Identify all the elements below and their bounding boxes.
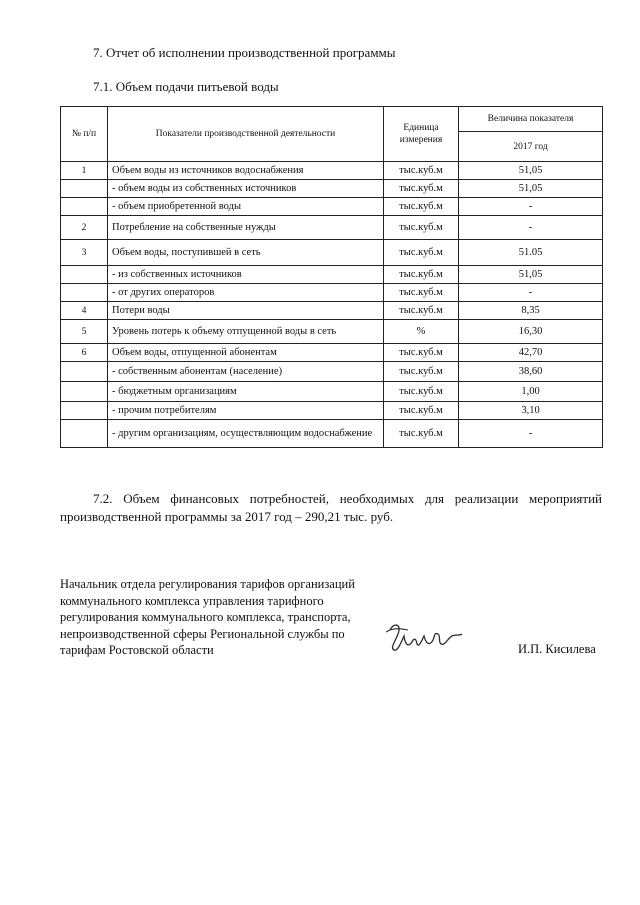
header-unit: Единица измерения [384, 107, 459, 162]
row-num [61, 420, 108, 448]
row-value: 51,05 [459, 180, 603, 198]
row-num: 3 [61, 240, 108, 266]
header-year: 2017 год [459, 132, 603, 162]
row-indicator: - собственным абонентам (население) [108, 362, 384, 382]
row-indicator: - объем приобретенной воды [108, 198, 384, 216]
header-value-group: Величина показателя [459, 107, 603, 132]
row-indicator: - из собственных источников [108, 266, 384, 284]
row-num: 1 [61, 162, 108, 180]
row-indicator: - бюджетным организациям [108, 382, 384, 402]
row-unit: тыс.куб.м [384, 198, 459, 216]
table-row [61, 216, 603, 240]
row-unit: тыс.куб.м [384, 284, 459, 302]
financial-needs-paragraph: 7.2. Объем финансовых потребностей, необходимых для реализации мероприятий производственной программы за 2017 год – 290,21 тыс. руб. [60, 491, 602, 524]
header-num: № п/п [61, 107, 108, 162]
table-row [61, 162, 603, 180]
row-unit: тыс.куб.м [384, 344, 459, 362]
table-row [61, 284, 603, 302]
row-value: 3,10 [459, 402, 603, 420]
row-unit: тыс.куб.м [384, 420, 459, 448]
row-value: - [459, 284, 603, 302]
row-value: 42,70 [459, 344, 603, 362]
section-heading: 7. Отчет об исполнении производственной программы [93, 45, 396, 60]
row-indicator: - от других операторов [108, 284, 384, 302]
row-indicator: Уровень потерь к объему отпущенной воды в сеть [108, 320, 384, 344]
table-row [61, 266, 603, 284]
row-indicator: - другим организациям, осуществляющим водоснабжение [108, 420, 384, 448]
row-value: 38,60 [459, 362, 603, 382]
table-row [61, 320, 603, 344]
row-value: 51,05 [459, 266, 603, 284]
row-num [61, 362, 108, 382]
table-row [61, 302, 603, 320]
row-indicator: - прочим потребителям [108, 402, 384, 420]
row-unit: тыс.куб.м [384, 402, 459, 420]
subsection-heading: 7.1. Объем подачи питьевой воды [93, 79, 279, 94]
row-num: 5 [61, 320, 108, 344]
table-row [61, 402, 603, 420]
row-indicator: Объем воды, поступившей в сеть [108, 240, 384, 266]
row-num: 4 [61, 302, 108, 320]
row-value: - [459, 420, 603, 448]
row-unit: % [384, 320, 459, 344]
table-row [61, 344, 603, 362]
row-value: 51.05 [459, 240, 603, 266]
row-unit: тыс.куб.м [384, 302, 459, 320]
row-num [61, 266, 108, 284]
row-value: - [459, 198, 603, 216]
row-num: 6 [61, 344, 108, 362]
row-unit: тыс.куб.м [384, 180, 459, 198]
row-value: 16,30 [459, 320, 603, 344]
row-value: - [459, 216, 603, 240]
row-unit: тыс.куб.м [384, 162, 459, 180]
row-indicator: Потери воды [108, 302, 384, 320]
signer-name: И.П. Кисилева [518, 642, 596, 656]
row-unit: тыс.куб.м [384, 362, 459, 382]
row-num [61, 198, 108, 216]
table-row [61, 420, 603, 448]
water-supply-table [60, 106, 603, 448]
row-unit: тыс.куб.м [384, 240, 459, 266]
table-row [61, 382, 603, 402]
row-indicator: - объем воды из собственных источников [108, 180, 384, 198]
table-row [61, 180, 603, 198]
row-indicator: Потребление на собственные нужды [108, 216, 384, 240]
row-num [61, 180, 108, 198]
row-num [61, 284, 108, 302]
row-value: 8,35 [459, 302, 603, 320]
handwritten-signature [384, 618, 464, 658]
row-indicator: Объем воды из источников водоснабжения [108, 162, 384, 180]
row-unit: тыс.куб.м [384, 382, 459, 402]
row-unit: тыс.куб.м [384, 266, 459, 284]
table-row [61, 198, 603, 216]
header-indicator: Показатели производственной деятельности [108, 107, 384, 162]
row-num [61, 382, 108, 402]
row-value: 1,00 [459, 382, 603, 402]
row-num [61, 402, 108, 420]
table-row [61, 240, 603, 266]
row-unit: тыс.куб.м [384, 216, 459, 240]
table-row [61, 362, 603, 382]
signer-title: Начальник отдела регулирования тарифов организаций коммунального комплекса управления тарифного регулирования коммунального комплекса, транспорта, непроизводственной сферы Региональной службы по тарифам Ростовской области [60, 577, 355, 657]
row-value: 51,05 [459, 162, 603, 180]
row-indicator: Объем воды, отпущенной абонентам [108, 344, 384, 362]
row-num: 2 [61, 216, 108, 240]
